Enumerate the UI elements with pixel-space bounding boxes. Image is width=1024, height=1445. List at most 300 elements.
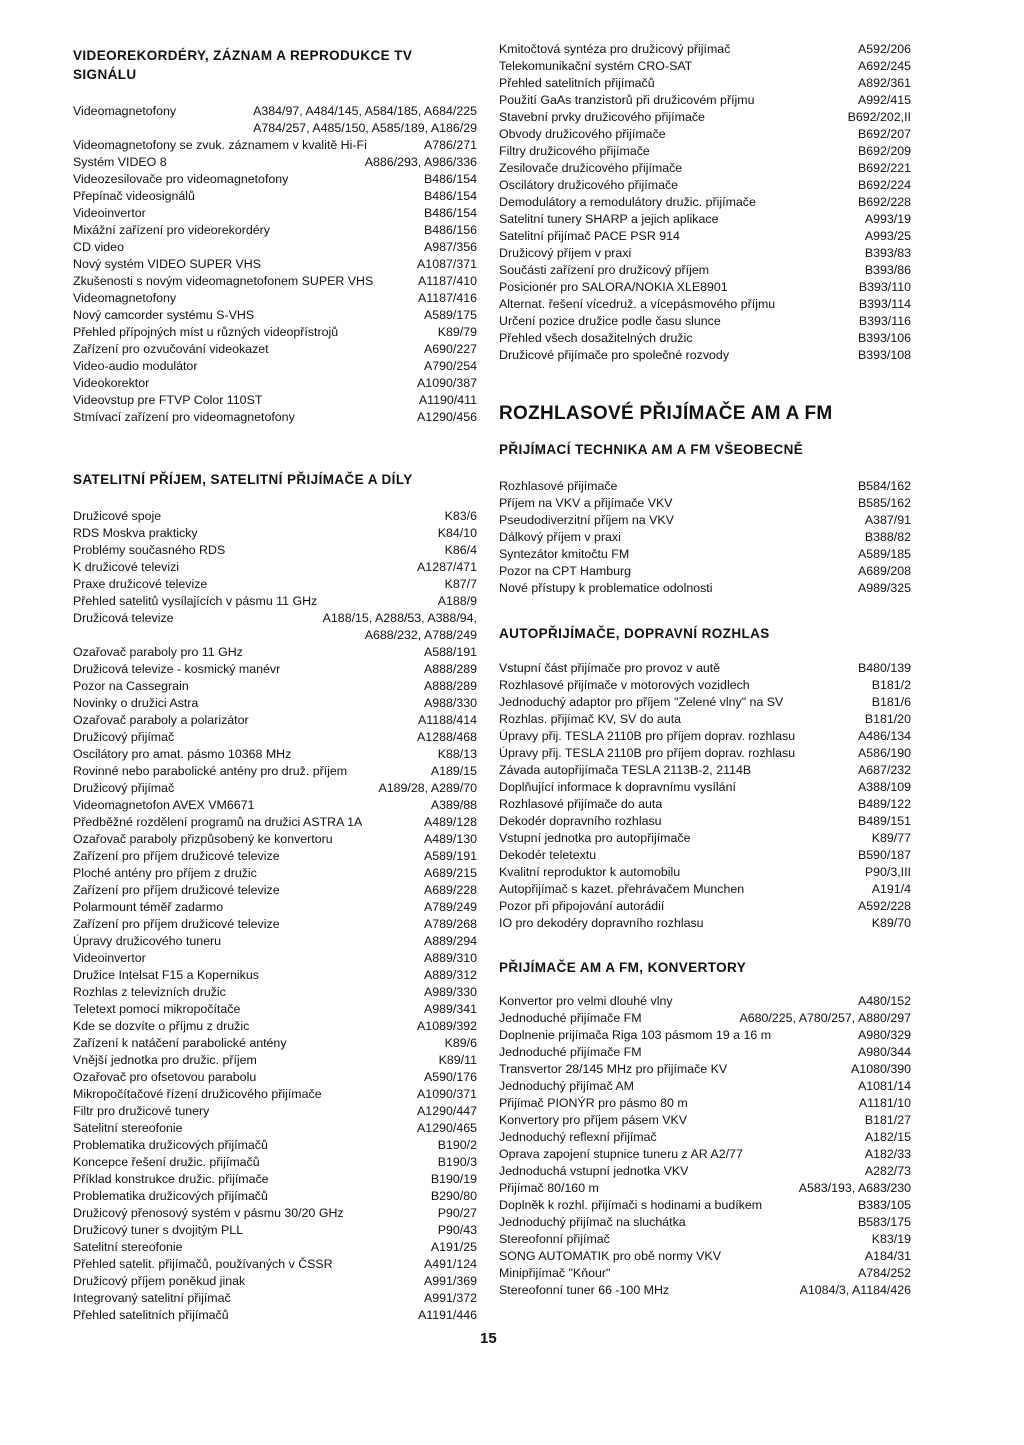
page-number: 15 [480,1330,497,1347]
entry-reference: A889/310 [423,951,477,965]
index-entry [73,1171,477,1188]
entry-reference: A182/15 [864,1130,911,1144]
entry-title: Posicionér pro SALORA/NOKIA XLE8901 [499,280,728,294]
entry-title: Družicový příjem v praxi [499,246,632,260]
index-entry [499,313,911,330]
entry-reference: K86/4 [444,543,477,557]
index-entry [73,341,477,358]
index-entry [73,1290,477,1307]
entry-reference: A384/97, A484/145, A584/185, A684/225 [253,104,477,118]
entry-title: Jednoduché přijímače FM [499,1011,642,1025]
entry-reference: B393/83 [864,246,911,260]
entry-reference: P90/27 [437,1206,477,1220]
entry-title: Videomagnetofony se zvuk. záznamem v kvalitě Hi-Fi [73,138,367,152]
index-entry [499,796,911,813]
entry-reference: B486/154 [423,189,477,203]
entry-title: Doplňující informace k dopravnímu vysílání [499,780,736,794]
entry-title: Přepínač videosignálů [73,189,195,203]
entry-reference: P90/3,III [864,865,911,879]
index-entry [73,814,477,831]
entry-title: Ploché antény pro příjem z družic [73,866,257,880]
entry-reference: B190/2 [437,1138,477,1152]
index-entry [73,610,477,627]
entry-reference: A589/191 [423,849,477,863]
index-entry [499,660,911,677]
entry-title: Minipřijímač "Kňour" [499,1266,611,1280]
entry-reference: A1090/371 [417,1087,477,1101]
index-entry [73,984,477,1001]
entry-reference: A1287/471 [417,560,477,574]
entry-reference: A1090/387 [417,376,477,390]
entry-title: Satelitní stereofonie [73,1240,183,1254]
index-entry [73,576,477,593]
index-entry [499,762,911,779]
index-entry [499,211,911,228]
entry-title: Družicový tuner s dvojitým PLL [73,1223,244,1237]
index-entry [73,1035,477,1052]
entry-title: Družicový příjem poněkud jinak [73,1274,246,1288]
entry-title: RDS Moskva prakticky [73,526,198,540]
heading-line: SATELITNÍ PŘÍJEM, SATELITNÍ PŘIJÍMAČE A DÍLY [73,472,413,487]
entry-title: Konvertor pro velmi dlouhé vlny [499,994,673,1008]
index-entry [499,1163,911,1180]
index-entry [73,899,477,916]
entry-reference: B393/106 [857,331,911,345]
index-entry [73,1120,477,1137]
entry-title: Oscilátory družicového přijímače [499,178,679,192]
entry-title: Teletext pomocí mikropočítače [73,1002,241,1016]
entry-reference: A993/25 [864,229,911,243]
entry-reference: A592/228 [857,899,911,913]
entry-reference: A387/91 [864,513,911,527]
entry-reference: A989/341 [423,1002,477,1016]
index-entry [73,103,477,120]
entry-title: IO pro dekodéry dopravního rozhlasu [499,916,704,930]
index-entry [73,409,477,426]
entry-reference: A191/25 [430,1240,477,1254]
entry-reference: K89/79 [437,325,477,339]
entry-title: Problémy současného RDS [73,543,226,557]
index-entry [73,848,477,865]
index-entry [499,711,911,728]
entry-reference: A590/176 [423,1070,477,1084]
entry-title: Stmívací zařízení pro videomagnetofony [73,410,295,424]
entry-title: Přehled přípojných míst u různých videopřístrojů [73,325,339,339]
index-entry [499,109,911,126]
entry-reference: A888/289 [423,662,477,676]
index-entry [499,330,911,347]
entry-title: Rozhlasové přijímače [499,479,618,493]
entry-title: Zkušenosti s novým videomagnetofonem SUPER VHS [73,274,374,288]
entry-reference: A1191/446 [417,1308,477,1322]
entry-reference: K89/6 [444,1036,477,1050]
index-entry [499,1231,911,1248]
section-video [73,46,477,426]
index-entry [73,678,477,695]
entry-reference: K87/7 [444,577,477,591]
section-general [499,440,911,597]
entry-reference: B181/20 [864,712,911,726]
left-column [73,46,477,1324]
entry-reference: A1087/371 [417,257,477,271]
entry-title: Koncepce řešení družic. přijímačů [73,1155,260,1169]
entry-reference: A789/268 [423,917,477,931]
entry-title: Videovstup pre FTVP Color 110ST [73,393,263,407]
index-entry [73,865,477,882]
index-entry [499,75,911,92]
entry-reference: A188/15, A288/53, A388/94, [322,611,477,625]
entry-title: Stavební prvky družicového přijímače [499,110,705,124]
entry-reference: A991/372 [423,1291,477,1305]
entry-reference: B393/114 [858,297,911,311]
index-entry [499,728,911,745]
entry-title: Satelitní přijímač PACE PSR 914 [499,229,680,243]
entry-reference: B692/209 [857,144,911,158]
entry-list [499,41,911,364]
entry-title: Přijímač PIONÝR pro pásmo 80 m [499,1096,688,1110]
index-entry [73,559,477,576]
entry-reference: A1187/416 [417,291,477,305]
entry-reference: A486/134 [857,729,911,743]
entry-reference: A993/19 [864,212,911,226]
entry-title: Doplnenie prijímača Riga 103 pásmom 19 a 16 m [499,1028,772,1042]
index-entry [73,273,477,290]
entry-reference: B590/187 [857,848,911,862]
entry-title: Družicová televize [73,611,174,625]
entry-reference: A888/289 [423,679,477,693]
entry-reference: A889/312 [423,968,477,982]
entry-title: Rozhlas. přijímač KV, SV do auta [499,712,682,726]
entry-reference: K83/6 [444,509,477,523]
index-entry [73,1273,477,1290]
entry-reference: A491/124 [423,1257,477,1271]
entry-reference: A489/128 [423,815,477,829]
section-satellite [73,470,477,1324]
entry-reference: A389/88 [430,798,477,812]
entry-reference: A1081/14 [857,1079,911,1093]
entry-reference: A886/293, A986/336 [364,155,477,169]
entry-reference-continued: A784/257, A485/150, A585/189, A186/29 [253,121,477,135]
index-entry [73,1256,477,1273]
entry-reference: A987/356 [423,240,477,254]
index-entry [499,1095,911,1112]
index-entry [499,245,911,262]
entry-title: Použití GaAs tranzistorů při družicovém příjmu [499,93,755,107]
section-heading [73,46,477,84]
entry-title: Telekomunikační systém CRO-SAT [499,59,693,73]
entry-reference: A583/193, A683/230 [798,1181,911,1195]
entry-reference: A589/185 [857,547,911,561]
entry-title: Videoinvertor [73,206,146,220]
index-entry [73,593,477,610]
entry-title: Obvody družicového přijímače [499,127,666,141]
entry-title: Vstupní jednotka pro autopřijímače [499,831,691,845]
entry-reference: B393/86 [864,263,911,277]
entry-reference: B190/19 [430,1172,477,1186]
entry-title: Ozařovač paraboly a polarizátor [73,713,249,727]
index-entry [73,763,477,780]
entry-reference: A182/33 [864,1147,911,1161]
entry-reference: A980/344 [857,1045,911,1059]
entry-reference: A789/249 [423,900,477,914]
entry-reference: B486/154 [423,172,477,186]
entry-reference: A689/208 [857,564,911,578]
entry-reference: A1290/465 [417,1121,477,1135]
entry-title: Pozor na CPT Hamburg [499,564,631,578]
index-entry [73,712,477,729]
entry-list [73,103,477,426]
entry-reference: B692/202,II [847,110,911,124]
entry-reference: B181/27 [864,1113,911,1127]
entry-reference: B692/228 [857,195,911,209]
index-entry [73,392,477,409]
entry-reference: A989/325 [857,581,911,595]
entry-reference: B393/116 [858,314,911,328]
heading-line: SIGNÁLU [73,67,137,82]
entry-reference: A992/415 [857,93,911,107]
entry-reference: A388/109 [857,780,911,794]
index-entry [499,881,911,898]
entry-title: Rozhlasové přijímače do auta [499,797,663,811]
entry-title: Konvertory pro příjem pásem VKV [499,1113,688,1127]
entry-title: Stereofonní přijímač [499,1232,610,1246]
entry-title: Video-audio modulátor [73,359,198,373]
index-entry [73,1086,477,1103]
index-entry [499,864,911,881]
entry-title: Kde se dozvíte o příjmu z družic [73,1019,250,1033]
index-entry [499,1180,911,1197]
entry-reference: P90/43 [437,1223,477,1237]
index-entry [73,324,477,341]
entry-title: Přehled satelitních přijímačů [499,76,655,90]
entry-list [73,508,477,1324]
entry-title: Jednoduché přijímače FM [499,1045,642,1059]
entry-reference: A191/4 [871,882,911,896]
entry-reference: A689/228 [423,883,477,897]
entry-title: Nové přístupy k problematice odolnosti [499,581,713,595]
index-entry [73,1205,477,1222]
entry-title: Úpravy družicového tuneru [73,934,222,948]
entry-title: Přehled satelit. přijímačů, používaných v ČSSR [73,1257,333,1271]
index-entry [73,797,477,814]
entry-reference: A282/73 [864,1164,911,1178]
entry-title: Jednoduchý přijímač AM [499,1079,634,1093]
entry-reference: A1188/414 [417,713,477,727]
entry-title: Družicová televize - kosmický manévr [73,662,281,676]
index-entry [499,92,911,109]
entry-reference: A184/31 [864,1249,911,1263]
entry-reference: A892/361 [857,76,911,90]
entry-list [499,660,911,932]
entry-title: Určení pozice družice podle času slunce [499,314,721,328]
index-entry [73,780,477,797]
entry-reference: A692/245 [857,59,911,73]
entry-title: Družicový přenosový systém v pásmu 30/20 GHz [73,1206,344,1220]
index-entry [73,137,477,154]
entry-reference: B486/154 [423,206,477,220]
entry-reference: B480/139 [857,661,911,675]
entry-reference: B190/3 [437,1155,477,1169]
index-entry [499,779,911,796]
entry-title: Pozor na Cassegrain [73,679,189,693]
index-entry [73,154,477,171]
entry-reference: K83/19 [871,1232,911,1246]
index-entry [73,508,477,525]
entry-title: Kvalitní reproduktor k automobilu [499,865,681,879]
entry-title: Ozařovač paraboly pro 11 GHz [73,645,243,659]
entry-title: Přehled satelitů vysílajících v pásmu 11 GHz [73,594,318,608]
section-heading [73,470,477,489]
entry-reference: B393/110 [858,280,911,294]
main-heading: ROZHLASOVÉ PŘIJÍMAČE AM A FM [499,403,833,424]
entry-reference: A988/330 [423,696,477,710]
index-entry [499,563,911,580]
entry-title: Příklad konstrukce družic. přijímače [73,1172,269,1186]
entry-reference: A189/15 [430,764,477,778]
entry-reference: A1290/456 [417,410,477,424]
index-entry [499,160,911,177]
entry-title: Rovinné nebo parabolické antény pro druž. příjem [73,764,348,778]
index-entry [73,222,477,239]
index-entry [73,525,477,542]
entry-title: CD video [73,240,124,254]
entry-title: Demodulátory a remodulátory družic. přijímače [499,195,756,209]
index-entry [499,1214,911,1231]
entry-title: Systém VIDEO 8 [73,155,167,169]
index-entry [499,1010,911,1027]
entry-title: Filtr pro družicové tunery [73,1104,210,1118]
entry-title: Novinky o družici Astra [73,696,199,710]
entry-title: Doplněk k rozhl. přijímači s hodinami a budíkem [499,1198,763,1212]
index-entry [499,1197,911,1214]
entry-reference: B583/175 [857,1215,911,1229]
entry-reference: A786/271 [423,138,477,152]
entry-title: Zařízení pro příjem družicové televize [73,917,280,931]
index-entry [499,1044,911,1061]
entry-title: Předběžné rozdělení programů na družici ASTRA 1A [73,815,363,829]
entry-title: Zařízení pro příjem družicové televize [73,883,280,897]
index-entry [73,542,477,559]
entry-title: Jednoduchý adaptor pro příjem "Zelené vlny" na SV [499,695,784,709]
index-entry [73,882,477,899]
entry-title: Úpravy přij. TESLA 2110B pro příjem doprav. rozhlasu [499,729,796,743]
index-entry [499,1282,911,1299]
entry-title: Přijímač 80/160 m [499,1181,599,1195]
entry-title: Příjem na VKV a přijímače VKV [499,496,673,510]
index-entry [73,746,477,763]
entry-title: Jednoduchá vstupní jednotka VKV [499,1164,689,1178]
entry-reference: K89/77 [871,831,911,845]
entry-reference: A1089/392 [417,1019,477,1033]
index-entry [499,580,911,597]
heading-line: VIDEOREKORDÉRY, ZÁZNAM A REPRODUKCE TV [73,48,413,63]
entry-title: Kmitočtová syntéza pro družicový přijímač [499,42,731,56]
entry-title: Družicové přijímače pro společné rozvody [499,348,730,362]
entry-reference: A489/130 [423,832,477,846]
index-entry [499,529,911,546]
entry-reference: K89/11 [438,1053,477,1067]
index-entry [499,677,911,694]
index-entry [73,644,477,661]
entry-reference: A1190/411 [418,393,477,407]
entry-title: Alternat. řešení vícedruž. a vícepásmového příjmu [499,297,776,311]
index-entry [499,1078,911,1095]
index-entry [73,1018,477,1035]
entry-title: Pozor při připojování autorádií [499,899,665,913]
index-entry [499,813,911,830]
index-entry [73,1154,477,1171]
index-entry [499,830,911,847]
entry-title: Vstupní část přijímače pro provoz v autě [499,661,721,675]
entry-reference: A991/369 [423,1274,477,1288]
index-entry [499,993,911,1010]
index-entry [73,1307,477,1324]
index-entry [499,262,911,279]
entry-reference: A1187/410 [417,274,477,288]
entry-reference: B290/80 [430,1189,477,1203]
entry-title: Ozařovač pro ofsetovou parabolu [73,1070,257,1084]
entry-reference: A589/175 [423,308,477,322]
section-heading: AUTOPŘIJÍMAČE, DOPRAVNÍ ROZHLAS [499,626,770,641]
index-entry [499,478,911,495]
entry-reference: B584/162 [857,479,911,493]
entry-title: Stereofonní tuner 66 -100 MHz [499,1283,670,1297]
entry-title: Rozhlasové přijímače v motorových vozidlech [499,678,750,692]
index-entry [499,194,911,211]
index-entry [73,358,477,375]
index-entry [73,1239,477,1256]
entry-reference: B181/6 [871,695,911,709]
entry-title: Videomagnetofon AVEX VM6671 [73,798,255,812]
entry-reference: B181/2 [871,678,911,692]
entry-reference: K88/13 [437,747,477,761]
entry-reference: B383/105 [857,1198,911,1212]
entry-title: Problematika družicových přijímačů [73,1138,268,1152]
entry-title: Videomagnetofony [73,291,177,305]
entry-reference: A586/190 [857,746,911,760]
index-entry [499,126,911,143]
entry-title: Družicové spoje [73,509,162,523]
index-entry [73,1103,477,1120]
entry-title: Závada autopřijímača TESLA 2113B-2, 2114B [499,763,752,777]
index-entry [499,177,911,194]
index-entry [499,898,911,915]
entry-title: Pseudodiverzitní příjem na VKV [499,513,674,527]
index-entry [73,1188,477,1205]
entry-title: Videokorektor [73,376,150,390]
entry-reference: A690/227 [423,342,477,356]
entry-title: Zesilovače družicového přijímače [499,161,683,175]
index-entry [73,729,477,746]
index-entry [73,290,477,307]
index-entry [73,967,477,984]
entry-title: Syntezátor kmitočtu FM [499,547,630,561]
index-entry [73,1069,477,1086]
entry-title: Zařízení pro ozvučování videokazet [73,342,269,356]
entry-reference: A480/152 [857,994,911,1008]
entry-reference: A989/330 [423,985,477,999]
entry-reference: A689/215 [423,866,477,880]
entry-reference: B489/122 [857,797,911,811]
index-entry [499,1248,911,1265]
index-entry [499,694,911,711]
section-converters [499,958,911,1299]
entry-reference: A687/232 [857,763,911,777]
index-entry [73,950,477,967]
entry-reference: A980/329 [857,1028,911,1042]
entry-reference: B486/156 [423,223,477,237]
index-entry [499,1112,911,1129]
